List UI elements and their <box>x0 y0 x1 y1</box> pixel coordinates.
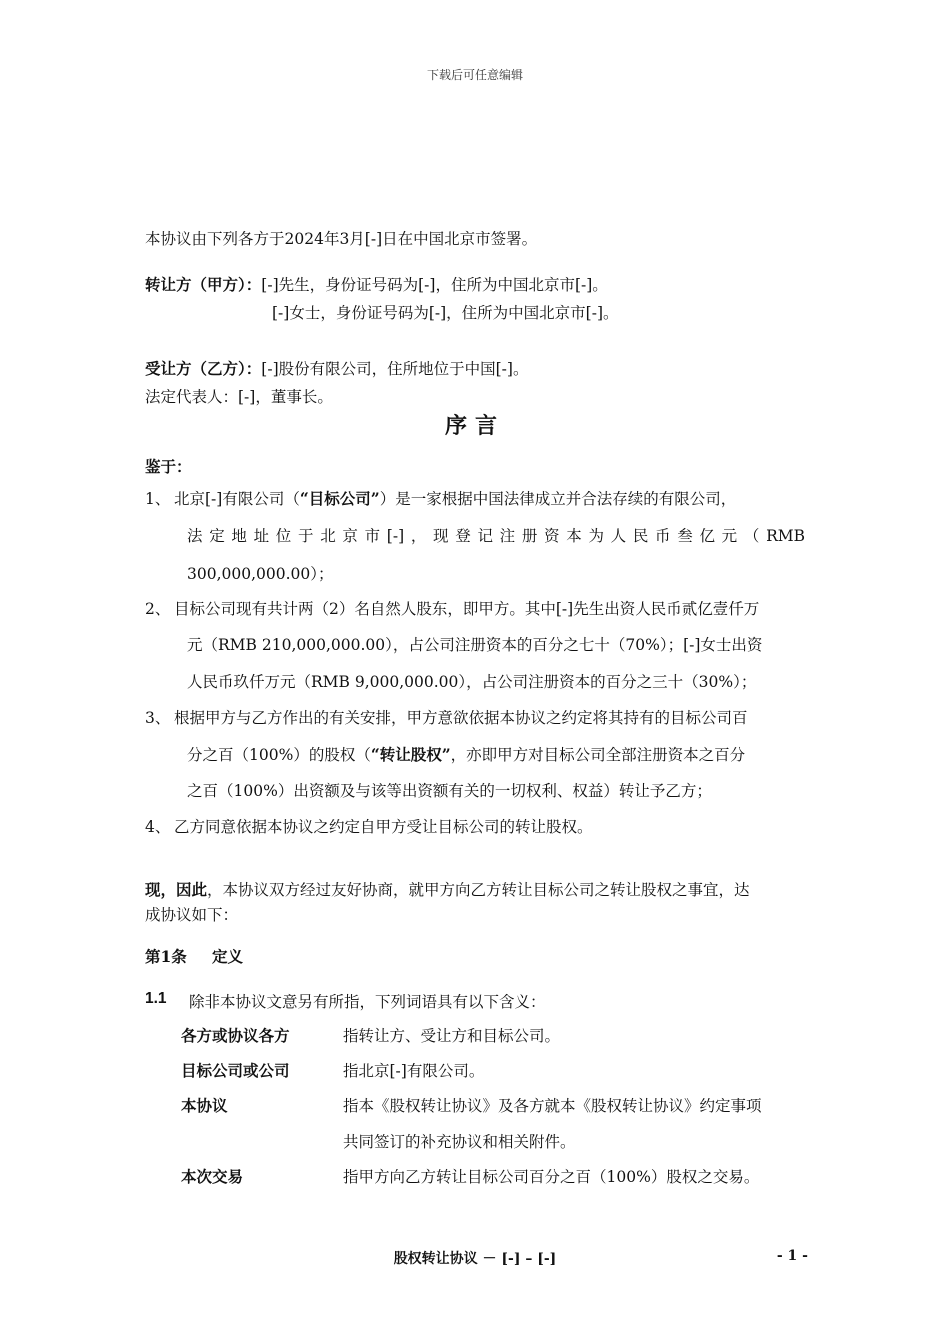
transferee-line-1 <box>145 357 528 379</box>
intro-paragraph: 本协议由下列各方于2024年3月[-]日在中国北京市签署。 <box>145 230 538 248</box>
target-company-term: “目标公司” <box>299 489 380 508</box>
recital-3-text-c: ，亦即甲方对目标公司全部注册资本之百分 <box>450 746 746 764</box>
transferor-sep: ： <box>245 275 262 294</box>
recital-3-line-3: 之百（100%）出资额及与该等出资额有关的一切权利、权益）转让予乙方； <box>187 782 712 800</box>
clause-1-1-text: 除非本协议文意另有所指，下列词语具有以下含义： <box>189 993 546 1011</box>
transferor-label: 转让方（甲方） <box>145 275 246 294</box>
recital-1-line-1 <box>174 487 736 509</box>
transferor-detail-2: [-]女士，身份证号码为[-]，住所为中国北京市[-]。 <box>272 304 619 322</box>
transferee-detail: [-]股份有限公司，住所地位于中国[-]。 <box>261 360 529 378</box>
definition-text: 指转让方、受让方和目标公司。 <box>343 1027 561 1045</box>
recital-4-line-1: 乙方同意依据本协议之约定自甲方受让目标公司的转让股权。 <box>174 818 593 836</box>
article-1-title: 定义 <box>212 947 244 966</box>
transferee-label: 受让方（乙方） <box>145 359 246 378</box>
transfer-equity-term: “转让股权” <box>370 745 451 764</box>
definition-text: 指本《股权转让协议》及各方就本《股权转让协议》约定事项 <box>343 1097 762 1115</box>
transferor-line-1 <box>145 273 608 295</box>
clause-1-1-number: 1.1 <box>145 990 167 1007</box>
recital-2-line-2: 元（RMB 210,000,000.00），占公司注册资本的百分之七十（70%）；[-]女士出资 <box>187 636 763 654</box>
recital-3-line-2 <box>187 743 745 765</box>
definition-text: 指北京[-]有限公司。 <box>343 1062 485 1080</box>
recital-2-line-1: 目标公司现有共计两（2）名自然人股东，即甲方。其中[-]先生出资人民币贰亿壹仟万 <box>174 600 760 618</box>
header-note: 下载后可任意编辑 <box>426 68 523 82</box>
footer-document-title: 股权转让协议 － [-] – [-] <box>393 1251 557 1267</box>
definition-term: 目标公司或公司 <box>181 1061 290 1080</box>
preamble-title: 序言 <box>444 413 505 439</box>
recital-3-line-1: 根据甲方与乙方作出的有关安排，甲方意欲依据本协议之约定将其持有的目标公司百 <box>174 709 748 727</box>
now-therefore-bold: 现，因此 <box>145 880 208 899</box>
footer-page-number: - 1 - <box>776 1248 808 1264</box>
definition-term: 各方或协议各方 <box>181 1026 290 1045</box>
legal-representative: 法定代表人：[-]，董事长。 <box>145 388 333 406</box>
whereas-label: 鉴于： <box>145 457 192 476</box>
now-therefore-line-2: 成协议如下： <box>145 906 239 924</box>
now-therefore-rest: ，本协议双方经过友好协商，就甲方向乙方转让目标公司之转让股权之事宜，达 <box>207 881 750 899</box>
definition-text-continued: 共同签订的补充协议和相关附件。 <box>343 1133 576 1151</box>
article-1-number: 第1条 <box>145 947 187 966</box>
definition-term: 本次交易 <box>181 1167 244 1186</box>
recital-2-number: 2、 <box>145 600 171 618</box>
now-therefore-line-1 <box>145 878 750 900</box>
recital-3-text-a: 分之百（100%）的股权（ <box>187 746 371 764</box>
transferee-sep: ： <box>245 359 262 378</box>
transferor-detail-1: [-]先生，身份证号码为[-]，住所为中国北京市[-]。 <box>261 276 608 294</box>
recital-3-number: 3、 <box>145 709 171 727</box>
recital-1-text-c: ）是一家根据中国法律成立并合法存续的有限公司， <box>379 490 737 508</box>
recital-1-line-2: 法定地址位于北京市[-]，现登记注册资本为人民币叁亿元（RMB <box>187 527 805 545</box>
recital-4-number: 4、 <box>145 818 171 836</box>
recital-1-number: 1、 <box>145 490 171 508</box>
recital-2-line-3: 人民币玖仟万元（RMB 9,000,000.00），占公司注册资本的百分之三十（30%）； <box>187 673 757 691</box>
recital-1-text-a: 北京[-]有限公司（ <box>174 490 300 508</box>
recital-1-line-3: 300,000,000.00）； <box>187 565 334 583</box>
definition-term: 本协议 <box>181 1096 228 1115</box>
definition-text: 指甲方向乙方转让目标公司百分之百（100%）股权之交易。 <box>343 1168 760 1186</box>
